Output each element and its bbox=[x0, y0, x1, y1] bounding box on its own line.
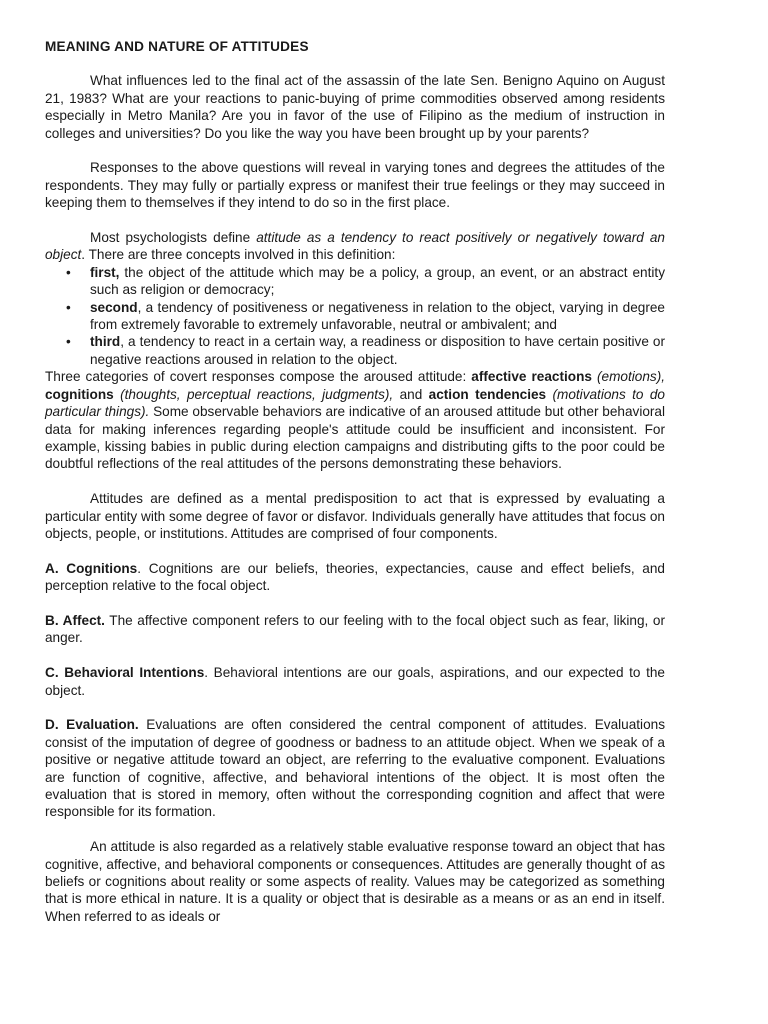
list-item-text: , a tendency to react in a certain way, a readiness or disposition to have certain positive or negative reactions aroused in relation to the object. bbox=[90, 334, 665, 367]
bullet-icon: • bbox=[66, 334, 71, 350]
paragraph-covert-responses bbox=[45, 368, 665, 472]
list-item-term: first, bbox=[90, 264, 120, 280]
term-cognitions: cognitions bbox=[45, 386, 114, 402]
list-item-term: third bbox=[90, 334, 121, 350]
list-item bbox=[45, 333, 665, 368]
list-item-term: second bbox=[90, 299, 138, 315]
term-affective-reactions: affective reactions bbox=[471, 369, 592, 385]
component-text: . Behavioral intentions are our goals, aspirations, and our expected to the object. bbox=[45, 665, 665, 698]
component-cognitions bbox=[45, 560, 665, 595]
concepts-list bbox=[45, 264, 665, 368]
paragraph-intro-questions: What influences led to the final act of the assassin of the late Sen. Benigno Aquino on August 21, 1983? What are your reactions to panic-buying of prime commodities observed among residents especially in Metro Manila? Are you in favor of the use of Filipino as the medium of instruction in colleges and universities? Do you like the way you have been brought up by your parents? bbox=[45, 73, 665, 141]
desc-action-tendencies: (motivations to do particular things). bbox=[45, 386, 665, 420]
component-text: The affective component refers to our feeling with to the focal object such as fear, liking, or anger. bbox=[45, 612, 665, 646]
component-behavioral-intentions bbox=[45, 664, 665, 699]
document-page bbox=[45, 38, 665, 925]
component-affect bbox=[45, 612, 665, 647]
component-evaluation bbox=[45, 716, 665, 820]
component-text: . Cognitions are our beliefs, theories, expectancies, cause and effect beliefs, and perception relative to the focal object. bbox=[45, 560, 665, 594]
definition-tail: . There are three concepts involved in this definition: bbox=[81, 247, 396, 263]
definition-italic: attitude as a tendency to react positively or negatively toward an object bbox=[45, 230, 665, 263]
paragraph-definition bbox=[45, 229, 665, 264]
desc-cognitions: (thoughts, perceptual reactions, judgments), bbox=[113, 386, 394, 402]
separator: and bbox=[393, 386, 429, 402]
list-item bbox=[45, 264, 665, 299]
paragraph-stable-response: An attitude is also regarded as a relatively stable evaluative response toward an object that has cognitive, affective, and behavioral components or consequences. Attitudes are generally thought of as beliefs or cognitions about reality or some aspects of reality. Values may be categorized as something that is more ethical in nature. It is a quality or object that is desirable as a means or as an end in itself. When referred to as ideals or bbox=[45, 839, 665, 924]
desc-affective: (emotions), bbox=[591, 369, 665, 385]
paragraph-responses: Responses to the above questions will reveal in varying tones and degrees the attitudes of the respondents. They may fully or partially express or manifest their true feelings or they may succeed in keeping them to themselves if they intend to do so in the first place. bbox=[45, 160, 665, 211]
component-label: D. Evaluation. bbox=[45, 717, 139, 733]
list-item-text: the object of the attitude which may be a policy, a group, an event, or an abstract entity such as religion or democracy; bbox=[90, 264, 665, 298]
covert-tail: Some observable behaviors are indicative of an aroused attitude but other behavioral data for making inferences regarding people's attitude could be insufficient and inconsistent. For example, kissing babies in public during election campaigns and distributing gifts to the poor could be doubtful reflections of the real attitudes of the persons demonstrating these behaviors. bbox=[45, 404, 666, 472]
bullet-icon: • bbox=[66, 299, 71, 315]
term-action-tendencies: action tendencies bbox=[428, 386, 547, 402]
component-label: B. Affect. bbox=[45, 612, 105, 628]
component-label: C. Behavioral Intentions bbox=[45, 665, 205, 681]
component-text: Evaluations are often considered the central component of attitudes. Evaluations consist of the imputation of degree of goodness or badness to an attitude object. When we speak of a positive or negative attitude toward an object, are referring to the evaluative component. Evaluations are function of cognitive, affective, and behavioral intentions of the object. It is most often the evaluation that is stored in memory, often without the corresponding cognition and affect that were responsible for its formation. bbox=[45, 717, 665, 820]
document-title: MEANING AND NATURE OF ATTITUDES bbox=[45, 39, 309, 54]
bullet-icon: • bbox=[66, 264, 71, 280]
list-item bbox=[45, 299, 665, 334]
definition-lead: Most psychologists define bbox=[90, 230, 257, 246]
list-item-text: , a tendency of positiveness or negativeness in relation to the object, varying in degree from extremely favorable to extremely unfavorable, neutral or ambivalent; and bbox=[90, 299, 665, 333]
component-label: A. Cognitions bbox=[45, 560, 138, 576]
paragraph-attitude-definition: Attitudes are defined as a mental predisposition to act that is expressed by evaluating a particular entity with some degree of favor or disfavor. Individuals generally have attitudes that focus on objects, people, or institutions. Attitudes are comprised of four components. bbox=[45, 491, 665, 541]
covert-lead: Three categories of covert responses compose the aroused attitude: bbox=[45, 369, 472, 385]
